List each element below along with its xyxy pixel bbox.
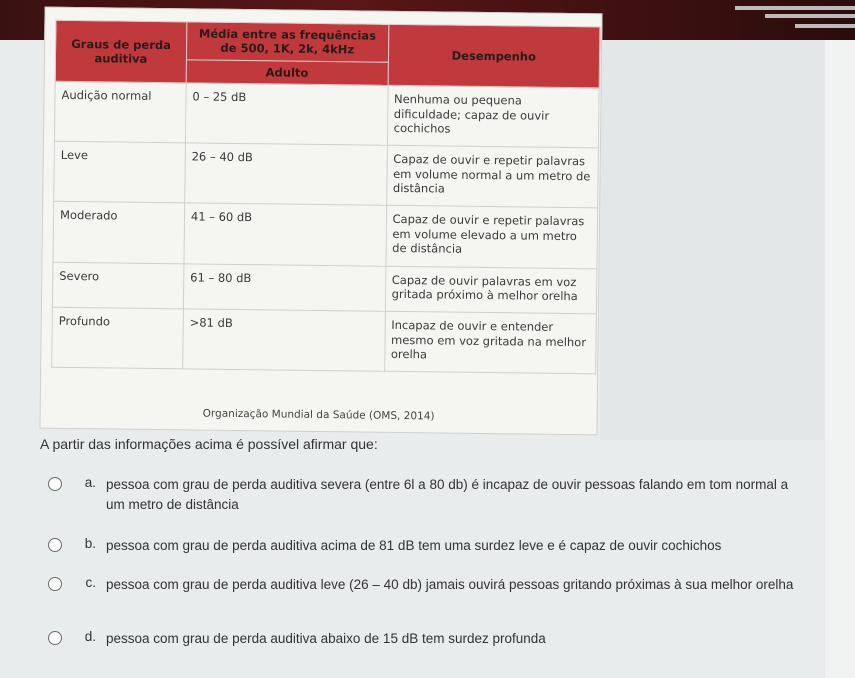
question-text: A partir das informações acima é possível afirmar que: — [40, 436, 378, 452]
option-c[interactable] — [48, 575, 806, 595]
option-a[interactable] — [48, 475, 806, 514]
radio-button[interactable] — [48, 477, 62, 491]
header-performance: Desempenho — [388, 24, 600, 88]
option-text: pessoa com grau de perda auditiva severa (entre 6l a 80 db) é incapaz de ouvir pessoas falando em tom normal a um metro de distância — [106, 477, 789, 512]
table-row — [52, 262, 597, 314]
table-row — [52, 307, 597, 374]
option-text: pessoa com grau de perda auditiva abaixo de 15 dB tem surdez profunda — [106, 631, 546, 646]
degree-cell: Audição normal — [54, 81, 186, 143]
hearing-loss-table — [51, 20, 600, 375]
option-letter: d. — [84, 629, 96, 644]
banner-stripe — [735, 6, 855, 10]
radio-button[interactable] — [48, 631, 62, 645]
degree-cell: Severo — [52, 262, 183, 309]
performance-cell: Capaz de ouvir e repetir palavras em volume elevado a um metro de distância — [385, 206, 597, 269]
option-letter: b. — [84, 536, 96, 551]
performance-cell: Capaz de ouvir e repetir palavras em volume normal a um metro de distância — [386, 146, 598, 209]
banner-stripe — [795, 24, 855, 28]
option-letter: c. — [85, 575, 96, 590]
header-degree: Graus de perda auditiva — [55, 20, 187, 83]
hearing-loss-table-card — [39, 7, 602, 436]
option-text: pessoa com grau de perda auditiva acima de 81 dB tem uma surdez leve e é capaz de ouvir cochichos — [106, 538, 722, 553]
banner-stripe — [765, 14, 855, 18]
right-scroll-strip — [825, 40, 855, 678]
header-adult: Adulto — [186, 60, 388, 86]
range-cell: 26 – 40 dB — [185, 143, 387, 206]
option-d[interactable] — [48, 629, 806, 649]
performance-cell: Capaz de ouvir palavras em voz gritada próximo à melhor orelha — [385, 266, 597, 314]
range-cell: >81 dB — [183, 309, 385, 372]
option-text: pessoa com grau de perda auditiva leve (26 – 40 db) jamais ouvirá pessoas gritando próximas à sua melhor orelha — [106, 577, 794, 592]
header-average: Média entre as frequências de 500, 1K, 2k, 4kHz — [186, 22, 388, 62]
option-letter: a. — [84, 475, 96, 490]
table-source: Organização Mundial da Saúde (OMS, 2014) — [202, 407, 435, 423]
degree-cell: Leve — [54, 141, 186, 203]
range-cell: 61 – 80 dB — [183, 263, 385, 311]
option-b[interactable] — [48, 536, 806, 556]
radio-button[interactable] — [48, 538, 62, 552]
range-cell: 41 – 60 dB — [184, 203, 386, 266]
degree-cell: Profundo — [52, 307, 184, 369]
table-row — [53, 202, 598, 269]
performance-cell: Nenhuma ou pequena dificuldade; capaz de ouvir cochichos — [387, 85, 599, 148]
radio-button[interactable] — [48, 577, 62, 591]
range-cell: 0 – 25 dB — [185, 83, 387, 146]
right-panel — [600, 40, 855, 440]
table-row — [54, 141, 599, 208]
degree-cell: Moderado — [53, 202, 185, 264]
table-row — [54, 81, 599, 148]
performance-cell: Incapaz de ouvir e entender mesmo em voz gritada na melhor orelha — [384, 312, 596, 375]
